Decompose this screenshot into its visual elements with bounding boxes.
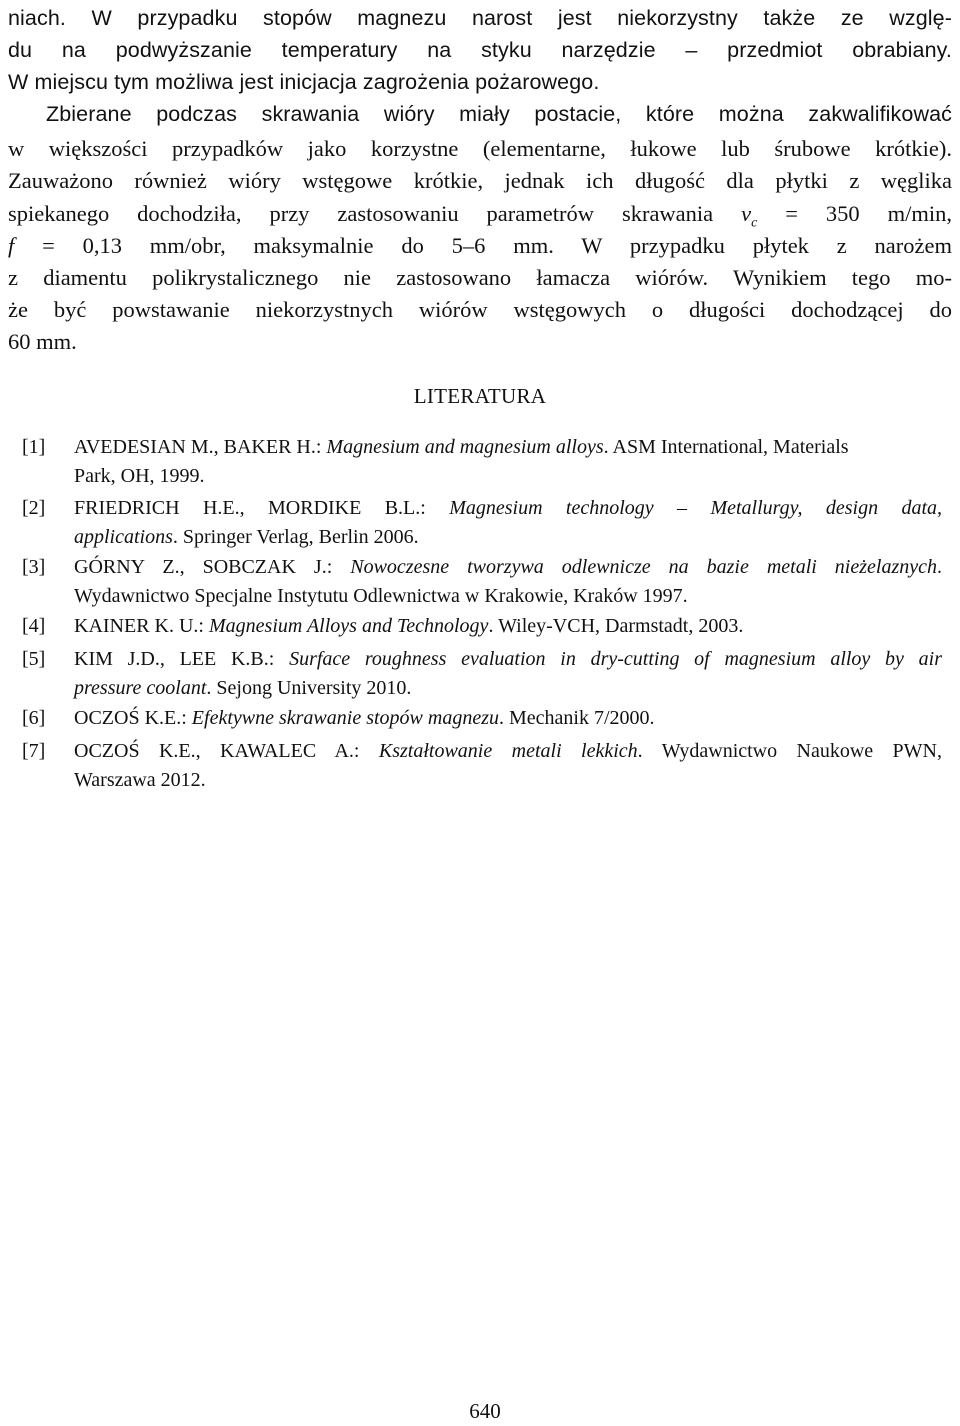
reference-segment: GÓRNY Z., SOBCZAK J.: — [74, 556, 351, 578]
reference-title: Kształtowanie metali lekkich — [378, 740, 638, 762]
reference-segment: . Wiley-VCH, Darmstadt, 2003. — [488, 615, 744, 637]
body-line-7-value: = 350 m/min, — [757, 201, 952, 226]
reference-segment: Warszawa 2012. — [74, 769, 206, 791]
reference-segment: KAINER K. U.: — [74, 615, 209, 637]
reference-title: Magnesium and magnesium alloys — [326, 436, 604, 458]
reference-line — [74, 737, 942, 766]
reference-line — [74, 612, 942, 641]
body-line-8 — [8, 230, 952, 262]
reference-number: [1] — [22, 436, 46, 458]
body-line-6: Zauważono również wióry wstęgowe krótkie, jednak ich długość dla płytki z węglika — [8, 168, 952, 193]
reference-segment: . Springer Verlag, Berlin 2006. — [172, 526, 419, 548]
body-line-8-text: = 0,13 mm/obr, maksymalnie do 5–6 mm. W przypadku płytek z narożem — [14, 233, 952, 258]
reference-segment: . — [937, 556, 942, 578]
reference-segment: . ASM International, Materials — [603, 436, 849, 458]
body-line-9: z diamentu polikrystalicznego nie zastosowano łamacza wiórów. Wynikiem tego mo- — [8, 265, 952, 290]
reference-title: Magnesium Alloys and Technology — [209, 615, 489, 637]
reference-title: Efektywne skrawanie stopów magnezu — [191, 707, 499, 729]
body-line-11: 60 mm. — [8, 329, 77, 354]
reference-line — [74, 674, 942, 703]
reference-segment: Park, OH, 1999. — [74, 465, 205, 487]
reference-line — [74, 645, 942, 674]
reference-line — [74, 553, 942, 582]
reference-title: Magnesium technology – Metallurgy, design data, — [449, 497, 943, 519]
reference-line — [74, 433, 942, 462]
reference-text — [74, 433, 942, 491]
body-line-3: W miejscu tym możliwa jest inicjacja zagrożenia pożarowego. — [8, 70, 600, 94]
page-number: 640 — [469, 1399, 501, 1423]
reference-title: Nowoczesne tworzywa odlewnicze na bazie metali nieżelaznych — [350, 556, 937, 578]
reference-segment: . Wydawnictwo Naukowe PWN, — [637, 740, 943, 762]
body-line-1: niach. W przypadku stopów magnezu narost jest niekorzystny także ze wzglę- — [8, 6, 952, 30]
literature-heading: LITERATURA — [413, 384, 547, 408]
reference-title: pressure coolant — [74, 677, 207, 699]
body-line-2: du na podwyższanie temperatury na styku narzędzie – przedmiot obrabiany. — [8, 38, 952, 62]
reference-number: [4] — [22, 615, 46, 637]
reference-segment: . Sejong University 2010. — [206, 677, 412, 699]
reference-line — [74, 582, 942, 611]
reference-number: [6] — [22, 707, 46, 729]
reference-text — [74, 737, 942, 795]
reference-text — [74, 645, 942, 703]
reference-number: [7] — [22, 740, 46, 762]
reference-line — [74, 523, 942, 552]
reference-text — [74, 704, 942, 733]
reference-segment: Wydawnictwo Specjalne Instytutu Odlewnictwa w Krakowie, Kraków 1997. — [74, 585, 688, 607]
reference-number: [2] — [22, 497, 46, 519]
body-line-10: że być powstawanie niekorzystnych wiórów wstęgowych o długości dochodzącej do — [8, 297, 952, 322]
reference-number: [3] — [22, 556, 46, 578]
reference-segment: AVEDESIAN M., BAKER H.: — [74, 436, 327, 458]
reference-text — [74, 612, 942, 641]
reference-title: applications — [74, 526, 173, 548]
reference-segment: . Mechanik 7/2000. — [498, 707, 655, 729]
reference-line — [74, 462, 942, 491]
body-line-7-text: spiekanego dochodziła, przy zastosowaniu parametrów skrawania — [8, 201, 742, 226]
reference-segment: OCZOŚ K.E.: — [74, 707, 192, 729]
reference-title: Surface roughness evaluation in dry-cutting of magnesium alloy by air — [289, 648, 942, 670]
reference-line — [74, 704, 942, 733]
reference-segment: FRIEDRICH H.E., MORDIKE B.L.: — [74, 497, 450, 519]
reference-line — [74, 766, 942, 795]
reference-text — [74, 494, 942, 552]
reference-segment: KIM J.D., LEE K.B.: — [74, 648, 290, 670]
reference-line — [74, 494, 942, 523]
reference-segment: OCZOŚ K.E., KAWALEC A.: — [74, 740, 379, 762]
velocity-subscript: c — [751, 215, 758, 231]
feed-symbol: f — [8, 233, 15, 258]
reference-text — [74, 553, 942, 611]
body-line-5: w większości przypadków jako korzystne (elementarne, łukowe lub śrubowe krótkie). — [8, 136, 952, 161]
body-line-4: Zbierane podczas skrawania wióry miały postacie, które można zakwalifikować — [46, 102, 952, 126]
velocity-symbol: v — [741, 201, 752, 226]
reference-number: [5] — [22, 648, 46, 670]
